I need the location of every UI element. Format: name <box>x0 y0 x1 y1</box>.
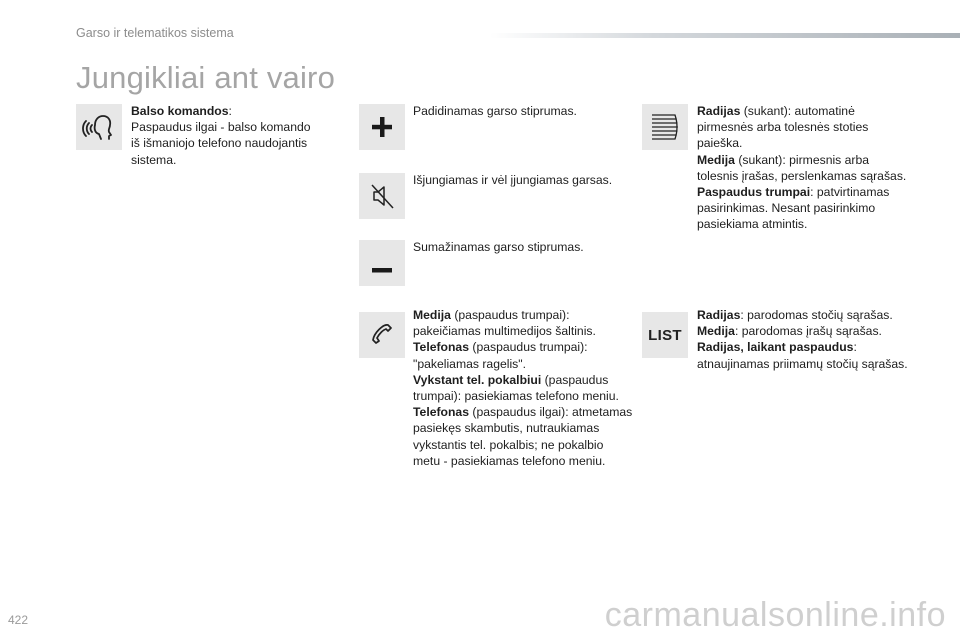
list-desc: Radijas: parodomas stočių sąrašas. Medija: parodomas įrašų sąrašas. Radijas, laikant paspaudus: atnaujinamas priimamų stočių sąrašas. <box>697 308 908 371</box>
voice-command-title: Balso komandos <box>131 104 229 118</box>
voice-command-desc: Balso komandos: Paspaudus ilgai - balso komando iš išmaniojo telefono naudojantis sistema. <box>131 104 311 167</box>
phone-handset-icon <box>359 312 405 358</box>
section-header: Garso ir telematikos sistema <box>76 26 234 40</box>
thumbwheel-desc: Radijas (sukant): automatinė pirmesnės arba tolesnės stoties paieška. Medija (sukant): pirmesnis arba tolesnis įrašas, perslenkamas sąrašas. Paspaudus trumpai: patvirtinamas pasirinkimas. Nesant pasirinkimo pasiekiama atmintis. <box>697 104 907 232</box>
minus-icon <box>359 240 405 286</box>
plus-icon <box>359 104 405 150</box>
watermark: carmanualsonline.info <box>604 596 946 634</box>
phone-media-desc: Medija (paspaudus trumpai): pakeičiamas multimedijos šaltinis. Telefonas (paspaudus trumpai): "pakeliamas ragelis". Vykstant tel. pokalbiui (paspaudus trumpai): pasiekiamas telefono meniu. Telefonas (paspaudus ilgai): atmetamas pasiekęs skambutis, nutraukiamas vykstantis tel. pokalbis; ne pokalbio metu - pasiekiamas telefono meniu. <box>413 308 633 468</box>
page-number: 422 <box>8 613 29 627</box>
voice-command-icon <box>76 104 122 150</box>
volume-down-desc: Sumažinamas garso stiprumas. <box>413 240 584 254</box>
list-icon <box>642 312 688 358</box>
mute-icon <box>359 173 405 219</box>
thumbwheel-icon <box>642 104 688 150</box>
volume-up-desc: Padidinamas garso stiprumas. <box>413 104 577 118</box>
mute-desc: Išjungiamas ir vėl įjungiamas garsas. <box>413 173 613 187</box>
page-title: Jungikliai ant vairo <box>76 60 336 95</box>
header-rule <box>490 33 960 38</box>
list-icon-label: LIST <box>648 326 682 344</box>
